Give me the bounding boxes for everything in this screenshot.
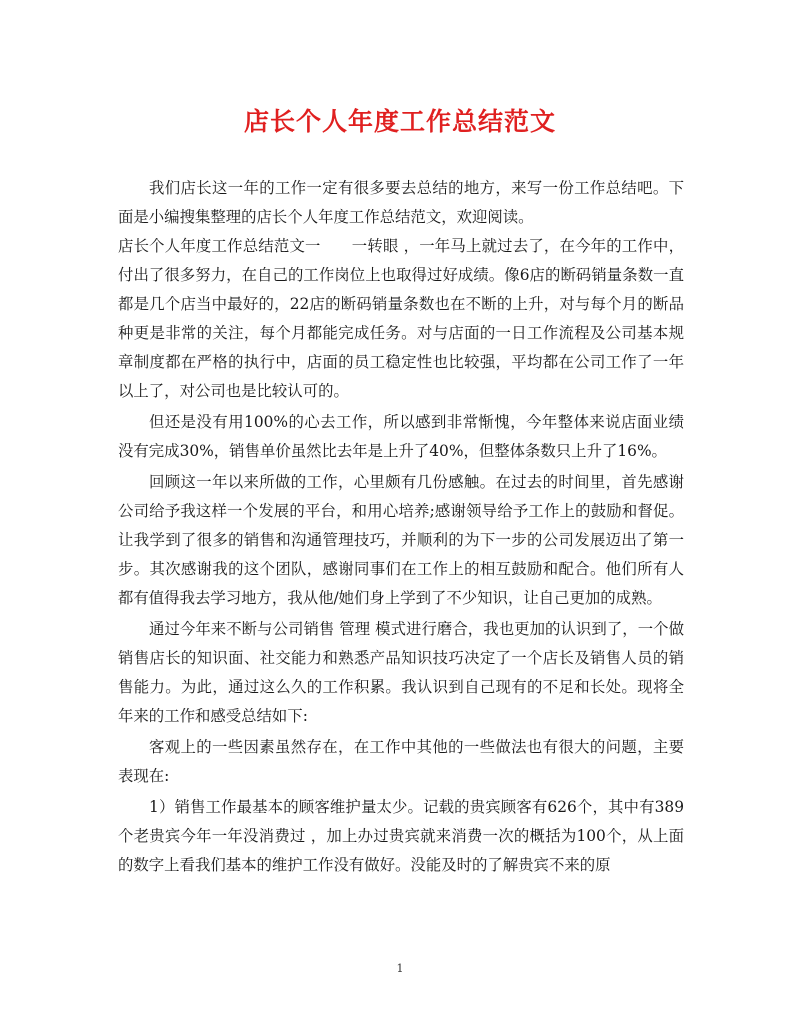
- document-title: 店长个人年度工作总结范文: [243, 107, 556, 136]
- paragraph-section-one: 店长个人年度工作总结范文一 一转眼 ，一年马上就过去了，在今年的工作中，付出了很多努力，在自己的工作岗位上也取得过好成绩。像6店的断码销量条数一直都是几个店当中最好的，22店的断码销量条数也在不断的上升，对与每个月的断品种更是非常的关注，每个月都能完成任务。对与店面的一日工作流程及公司基本规章制度都在严格的执行中，店面的员工稳定性也比较强，平均都在公司工作了一年以上了，对公司也是比较认可的。: [118, 237, 684, 400]
- paragraph-performance: 但还是没有用100%的心去工作，所以感到非常惭愧，今年整体来说店面业绩没有完成30%，销售单价虽然比去年是上升了40%，但整体条数只上升了16%。: [118, 413, 684, 460]
- paragraph-problems: 客观上的一些因素虽然存在，在工作中其他的一些做法也有很大的问题，主要表现在:: [118, 738, 684, 785]
- paragraph-management: 通过今年来不断与公司销售 管理 模式进行磨合，我也更加的认识到了，一个做销售店长的知识面、社交能力和熟悉产品知识技巧决定了一个店长及销售人员的销售能力。为此，通过这么久的工作积累。我认识到自己现有的不足和长处。现将全年来的工作和感受总结如下:: [118, 620, 684, 725]
- document-body: [118, 174, 684, 880]
- paragraph-intro: 我们店长这一年的工作一定有很多要去总结的地方，来写一份工作总结吧。下面是小编搜集整理的店长个人年度工作总结范文，欢迎阅读。: [118, 179, 684, 226]
- page-number: 1: [396, 962, 404, 975]
- paragraph-review: 回顾这一年以来所做的工作，心里颇有几份感触。在过去的时间里，首先感谢公司给予我这样一个发展的平台，和用心培养;感谢领导给予工作上的鼓励和督促。让我学到了很多的销售和沟通管理技巧，并顺利的为下一步的公司发展迈出了第一步。其次感谢我的这个团队，感谢同事们在工作上的相互鼓励和配合。他们所有人都有值得我去学习地方，我从他/她们身上学到了不少知识，让自己更加的成熟。: [118, 473, 684, 607]
- paragraph-item-one: 1）销售工作最基本的顾客维护量太少。记载的贵宾顾客有626个，其中有389个老贵宾今年一年没消费过 ，加上办过贵宾就来消费一次的概括为100个，从上面的数字上看我们基本的维护工作没有做好。没能及时的了解贵宾不来的原: [118, 798, 684, 874]
